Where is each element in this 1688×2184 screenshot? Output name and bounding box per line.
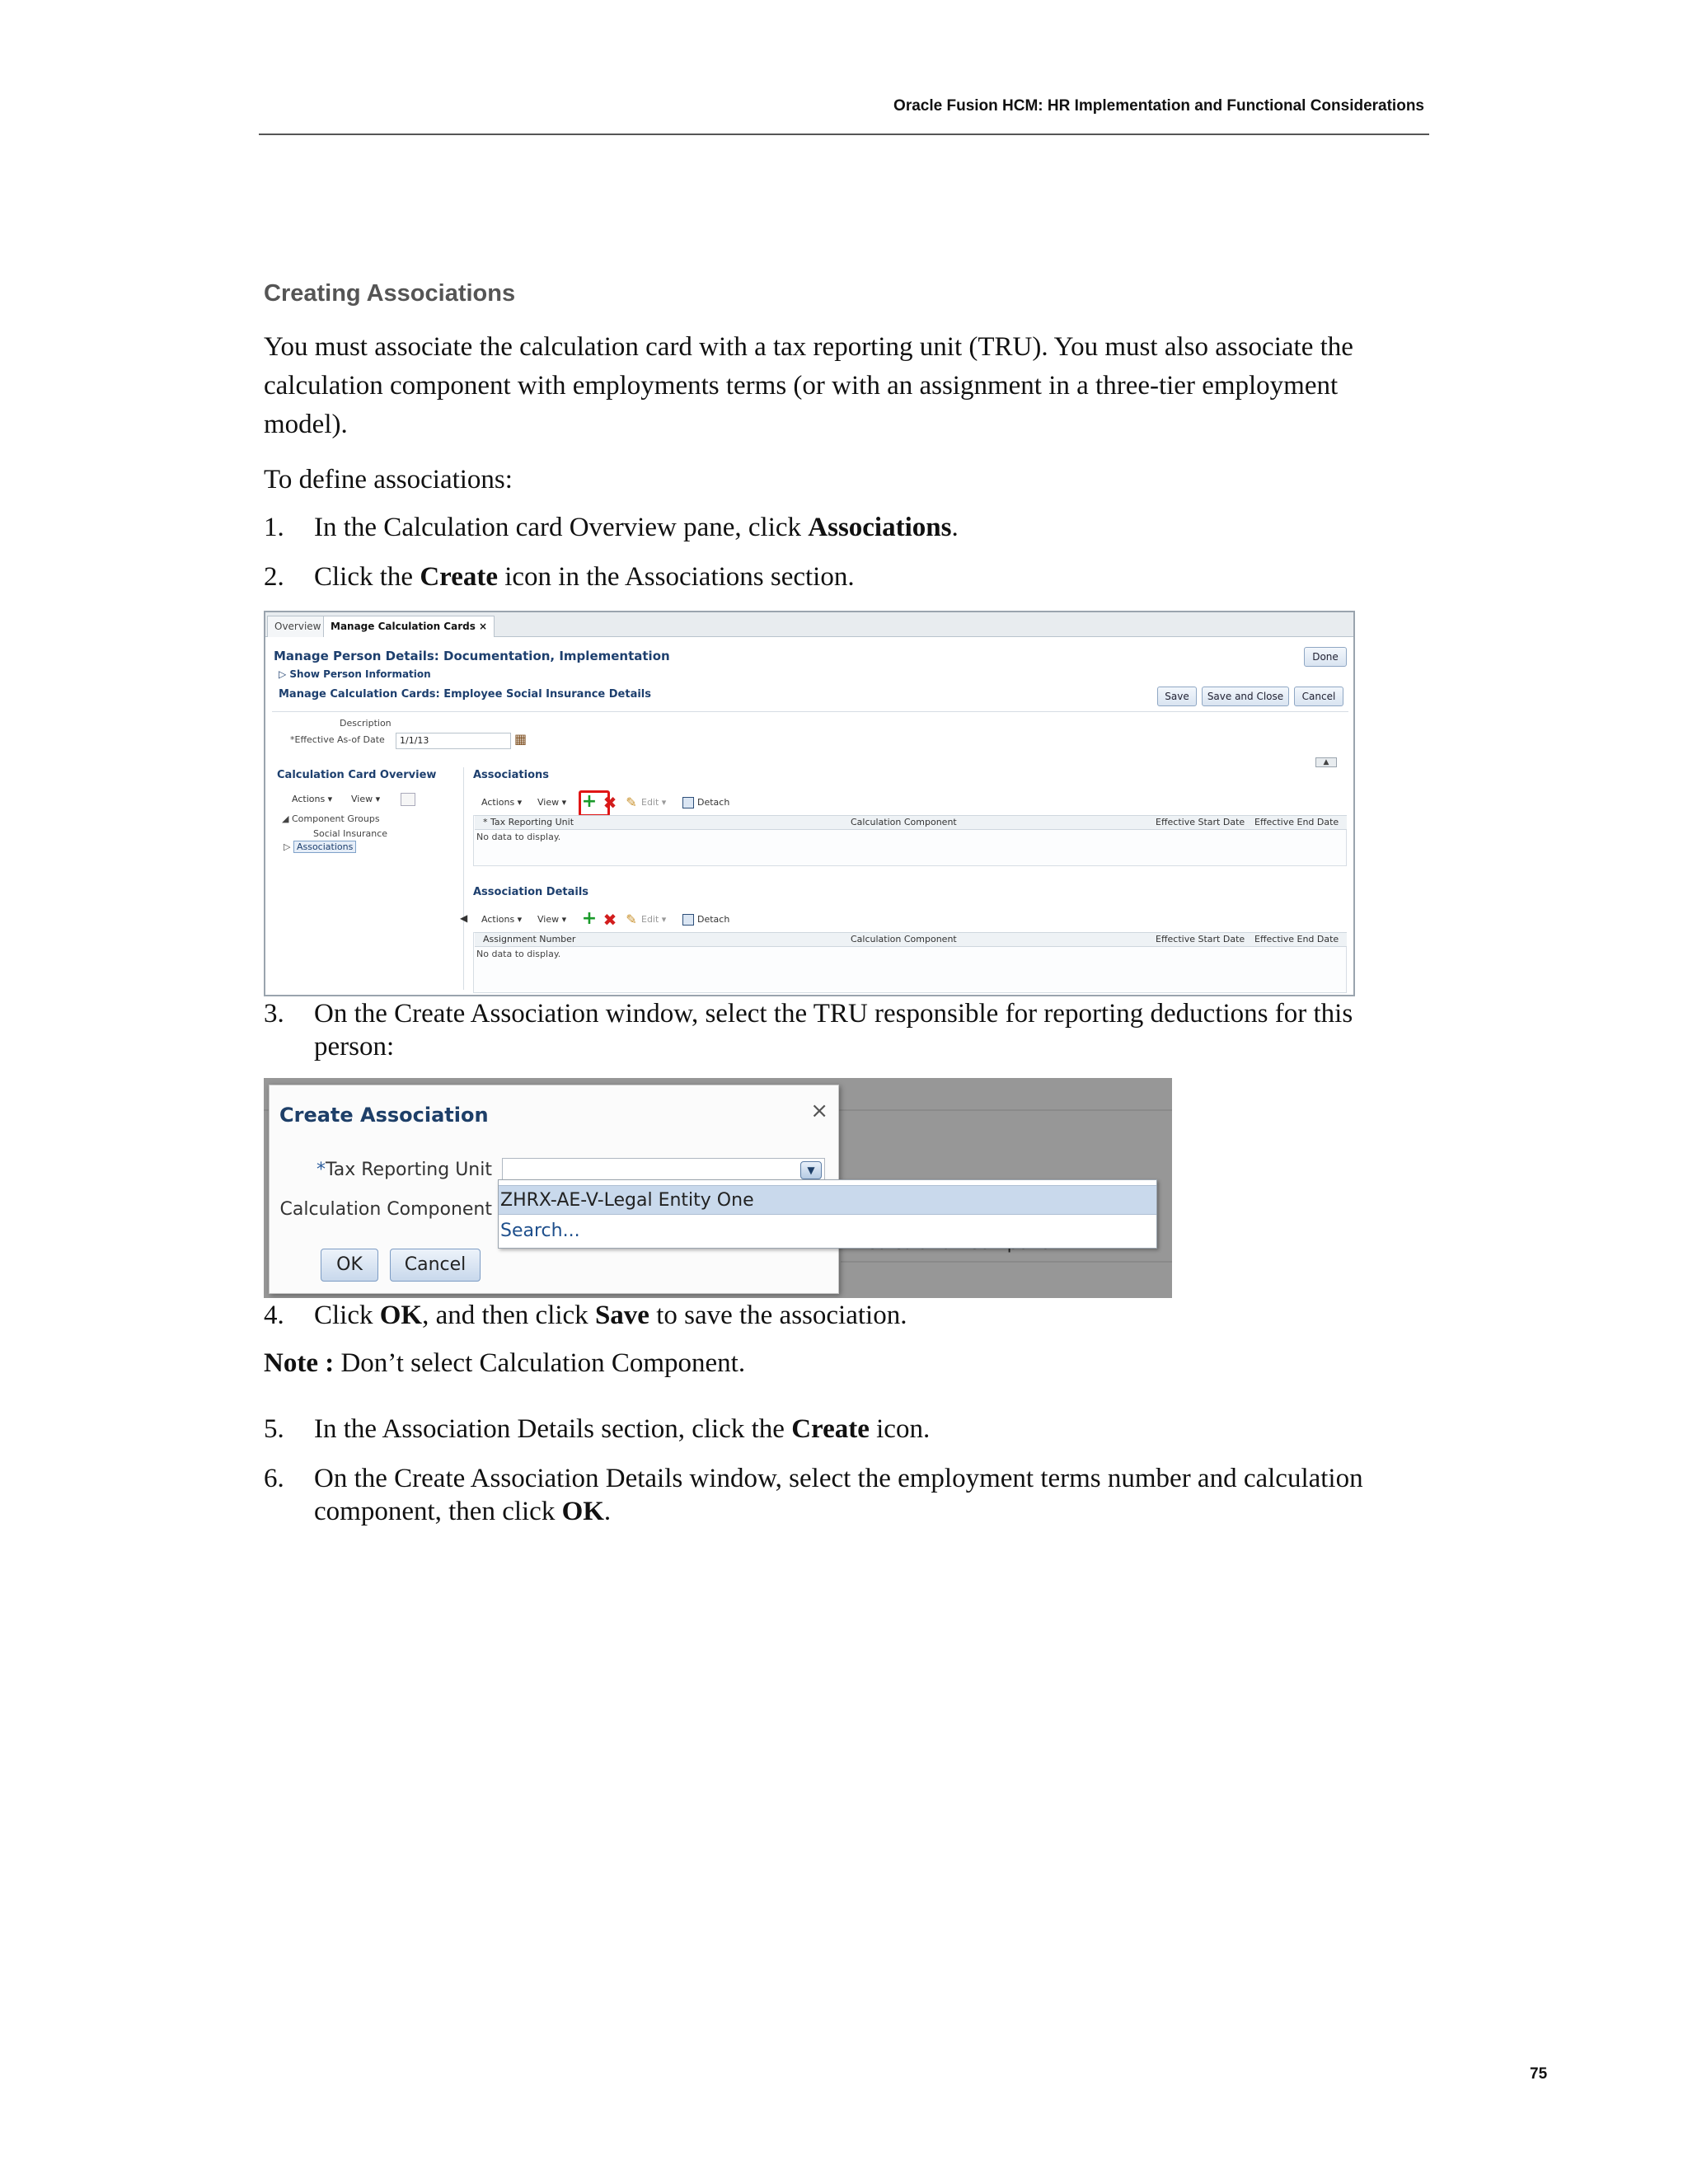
edit-menu[interactable]: Edit ▾ (641, 797, 667, 808)
actions-menu[interactable]: Actions ▾ (481, 914, 523, 925)
edit-pencil-icon[interactable]: ✎ (626, 794, 637, 810)
view-menu[interactable]: View ▾ (537, 797, 567, 808)
chevron-down-icon[interactable]: ▼ (800, 1161, 822, 1179)
note-label: Note : (264, 1348, 335, 1378)
tree-social-insurance[interactable]: Social Insurance (313, 828, 388, 839)
intro-line-2: calculation component with employments terms (or with an assignment in a three-tier employment (264, 371, 1339, 401)
edit-pencil-icon[interactable]: ✎ (626, 912, 637, 927)
step-number: 3. (264, 999, 284, 1029)
step-number: 6. (264, 1464, 284, 1493)
header-rule (259, 134, 1429, 135)
done-button[interactable]: Done (1304, 647, 1347, 667)
calendar-icon[interactable]: ▦ (514, 731, 528, 747)
step-text: On the Create Association Details window, select the employment terms number and calculation component, then click OK. (314, 1464, 1363, 1526)
save-and-close-button[interactable]: Save and Close (1202, 687, 1289, 706)
tree-component-groups[interactable]: ◢ Component Groups (282, 813, 380, 824)
search-link[interactable]: Search... (500, 1221, 580, 1241)
tax-reporting-unit-dropdown (498, 1179, 1157, 1249)
calculation-card-overview-heading: Calculation Card Overview (277, 769, 437, 781)
intro-paragraph (264, 328, 1418, 444)
delete-icon[interactable]: ✖ (603, 793, 617, 813)
step-number: 1. (264, 513, 284, 542)
step-text: On the Create Association window, select the TRU responsible for reporting deductions for this person: (314, 999, 1353, 1062)
col-calculation-component[interactable]: Calculation Component (851, 817, 957, 827)
associations-table-header (475, 815, 1347, 830)
calculation-component-label: Calculation Component (279, 1199, 492, 1220)
dialog-title: Create Association (279, 1104, 489, 1127)
intro-line-3: model). (264, 410, 348, 439)
description-label: Description (340, 718, 392, 729)
tab-manage-calculation-cards[interactable]: Manage Calculation Cards × (323, 616, 495, 637)
col-effective-start-date[interactable]: Effective Start Date (1156, 934, 1245, 944)
associations-toolbar (473, 792, 803, 813)
edit-menu[interactable]: Edit ▾ (641, 914, 667, 925)
no-data-text: No data to display. (476, 832, 561, 842)
background-line (841, 1261, 1172, 1263)
step-number: 5. (264, 1414, 284, 1444)
save-button[interactable]: Save (1157, 687, 1197, 706)
col-effective-start-date[interactable]: Effective Start Date (1156, 817, 1245, 827)
detach-button[interactable]: Detach (697, 797, 730, 808)
cancel-button[interactable]: Cancel (390, 1249, 481, 1282)
col-assignment-number[interactable]: Assignment Number (483, 934, 576, 944)
highlight-box (579, 790, 610, 817)
divider (272, 711, 1348, 712)
col-tax-reporting-unit[interactable]: * Tax Reporting Unit (483, 817, 574, 827)
detach-icon[interactable] (682, 914, 694, 926)
dropdown-option[interactable]: ZHRX-AE-V-Legal Entity One (499, 1185, 1156, 1215)
overview-toolbar (277, 789, 458, 810)
cancel-button[interactable]: Cancel (1294, 687, 1343, 706)
expand-left-icon[interactable]: ◀ (460, 912, 468, 924)
close-icon[interactable]: × (479, 621, 488, 632)
to-define-text: To define associations: (264, 465, 513, 494)
step-text: In the Calculation card Overview pane, click Associations. (314, 513, 959, 542)
sub-title: Manage Calculation Cards: Employee Social Insurance Details (279, 688, 651, 701)
details-table-header (475, 932, 1347, 947)
association-details-heading: Association Details (473, 886, 589, 898)
ok-button[interactable]: OK (321, 1249, 378, 1282)
step-text: Click the Create icon in the Associations section. (314, 562, 855, 592)
manage-calculation-cards-screenshot (264, 611, 1355, 996)
close-icon[interactable]: × (810, 1099, 828, 1123)
col-effective-end-date[interactable]: Effective End Date (1254, 934, 1339, 944)
actions-menu[interactable]: Actions ▾ (292, 794, 333, 804)
intro-line-1: You must associate the calculation card with a tax reporting unit (TRU). You must also associate the (264, 332, 1353, 362)
show-person-link[interactable]: ▷ Show Person Information (279, 668, 431, 680)
actions-menu[interactable]: Actions ▾ (481, 797, 523, 808)
effective-date-input[interactable]: 1/1/13 (396, 733, 511, 749)
tab-bar (265, 612, 1353, 637)
detach-button[interactable]: Detach (697, 914, 730, 925)
collapse-icon[interactable]: ▲ (1315, 757, 1337, 767)
col-calculation-component[interactable]: Calculation Component (851, 934, 957, 944)
step-text: In the Association Details section, click the Create icon. (314, 1414, 931, 1444)
step-text: Click OK, and then click Save to save the association. (314, 1301, 907, 1330)
no-data-text: No data to display. (476, 949, 561, 959)
view-menu[interactable]: View ▾ (351, 794, 381, 804)
create-icon[interactable]: + (581, 791, 598, 812)
tree-associations[interactable]: ▷ Associations (284, 841, 356, 852)
page-number: 75 (1530, 2065, 1548, 2083)
page-title: Manage Person Details: Documentation, Implementation (274, 649, 670, 663)
associations-heading: Associations (473, 769, 549, 781)
detach-icon[interactable] (682, 797, 694, 808)
col-effective-end-date[interactable]: Effective End Date (1254, 817, 1339, 827)
step-number: 2. (264, 562, 284, 592)
create-icon[interactable]: + (581, 908, 598, 929)
tax-reporting-unit-label: *Tax Reporting Unit (316, 1160, 492, 1180)
detach-icon[interactable] (401, 793, 415, 806)
details-toolbar (473, 909, 803, 930)
running-header: Oracle Fusion HCM: HR Implementation and Functional Considerations (893, 97, 1424, 115)
tab-overview[interactable]: Overview (267, 616, 329, 637)
view-menu[interactable]: View ▾ (537, 914, 567, 925)
note-text: Don’t select Calculation Component. (334, 1348, 746, 1378)
delete-icon[interactable]: ✖ (603, 910, 617, 930)
step-number: 4. (264, 1301, 284, 1330)
pane-splitter[interactable] (463, 767, 464, 990)
create-association-screenshot (264, 1078, 1172, 1298)
section-heading: Creating Associations (264, 280, 516, 307)
effective-date-label: *Effective As-of Date (290, 734, 385, 745)
